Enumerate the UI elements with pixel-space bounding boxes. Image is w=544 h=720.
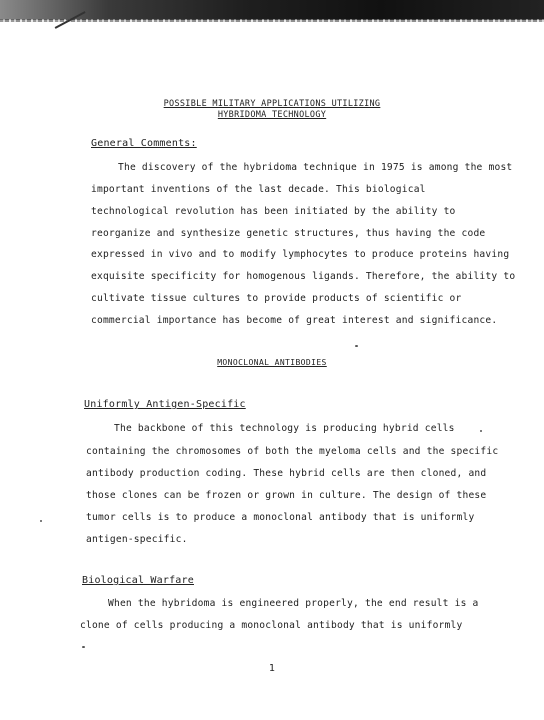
paragraph-line: The backbone of this technology is producing hybrid cells [114,423,455,434]
scan-speck [82,646,85,648]
scan-speck [40,520,42,522]
paragraph-line: expressed in vivo and to modify lymphocytes to produce proteins having [91,249,510,260]
section-heading-monoclonal-antibodies: MONOCLONAL ANTIBODIES [217,358,327,367]
scan-speck [355,345,358,347]
paragraph-line: tumor cells is to produce a monoclonal antibody that is uniformly [86,512,475,523]
paragraph-line: those clones can be frozen or grown in culture. The design of these [86,490,487,501]
section-heading-biological-warfare: Biological Warfare [82,575,194,586]
section-heading-general-comments: General Comments: [91,138,197,149]
paragraph-line: commercial importance has become of great interest and significance. [91,315,498,326]
paragraph-line: antigen-specific. [86,534,188,545]
title-line-1: POSSIBLE MILITARY APPLICATIONS UTILIZING [163,99,381,109]
paragraph-line: When the hybridoma is engineered properly, the end result is a [108,598,479,609]
paragraph-line: reorganize and synthesize genetic structures, thus having the code [91,228,486,239]
title-line-2: HYBRIDOMA TECHNOLOGY [217,110,327,120]
paragraph-line: The discovery of the hybridoma technique in 1975 is among the most [118,162,513,173]
paragraph-line: exquisite specificity for homogenous ligands. Therefore, the ability to [91,271,516,282]
paragraph-line: antibody production coding. These hybrid cells are then cloned, and [86,468,487,479]
page-number: 1 [268,663,276,674]
scan-speck [480,430,482,432]
section-heading-uniformly-antigen-specific: Uniformly Antigen-Specific [84,399,246,410]
paragraph-line: clone of cells producing a monoclonal antibody that is uniformly [80,620,463,631]
paragraph-line: important inventions of the last decade. This biological [91,184,426,195]
paragraph-line: containing the chromosomes of both the myeloma cells and the specific [86,446,499,457]
paragraph-line: technological revolution has been initiated by the ability to [91,206,456,217]
paragraph-line: cultivate tissue cultures to provide products of scientific or [91,293,462,304]
